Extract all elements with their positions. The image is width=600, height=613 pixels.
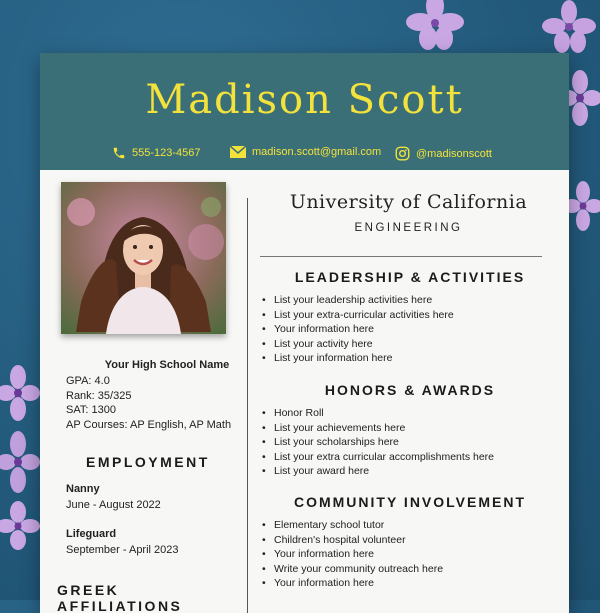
greek-heading: GREEK AFFILIATIONS xyxy=(57,582,183,613)
social-text: @madisonscott xyxy=(416,147,492,160)
sat: SAT: 1300 xyxy=(66,404,116,416)
rank: Rank: 35/325 xyxy=(66,389,132,402)
email-text: madison.scott@gmail.com xyxy=(252,146,382,158)
flower-icon xyxy=(565,180,600,235)
header-band xyxy=(40,53,569,170)
list-item: • List your activity here xyxy=(260,337,560,352)
honors-section xyxy=(260,382,560,479)
list-item: • List your extra-curricular activities here xyxy=(260,308,560,323)
flower-icon xyxy=(0,500,40,550)
list-item: • Write your community outreach here xyxy=(260,562,560,577)
list-item: • List your information here xyxy=(260,351,560,366)
instagram-icon xyxy=(395,146,410,161)
gpa: GPA: 4.0 xyxy=(66,375,110,387)
list-item: • Honor Roll xyxy=(260,406,560,421)
university-name: University of California xyxy=(289,191,528,213)
flower-icon xyxy=(0,365,40,425)
list-item: • Your information here xyxy=(260,547,560,562)
email-contact[interactable] xyxy=(230,146,381,158)
name-title: Madison Scott xyxy=(145,77,464,123)
social-contact[interactable] xyxy=(395,146,492,161)
list-item: • List your extra curricular accomplishments here xyxy=(260,450,560,465)
ap-courses: AP Courses: AP English, AP Math xyxy=(66,418,232,431)
community-section xyxy=(260,494,560,591)
phone-icon xyxy=(112,146,126,160)
list-item: • Your information here xyxy=(260,322,560,337)
flower-icon xyxy=(400,0,470,52)
left-column xyxy=(57,359,246,613)
list-item: • List your leadership activities here xyxy=(260,293,560,308)
header-rule xyxy=(260,256,542,257)
section-heading: COMMUNITY INVOLVEMENT xyxy=(293,494,527,510)
list-item: • List your award here xyxy=(260,464,560,479)
list-item: • List your achievements here xyxy=(260,421,560,436)
job-title: Nanny xyxy=(66,483,100,495)
list-item: • Elementary school tutor xyxy=(260,518,560,533)
column-divider xyxy=(247,198,248,613)
profile-photo xyxy=(61,182,226,334)
section-heading: LEADERSHIP & ACTIVITIES xyxy=(294,269,526,285)
job-title: Lifeguard xyxy=(66,527,117,540)
mail-icon xyxy=(230,146,246,158)
major: ENGINEERING xyxy=(354,222,463,234)
job-dates: June - August 2022 xyxy=(66,499,161,511)
leadership-section xyxy=(260,269,560,366)
flower-icon xyxy=(538,0,600,55)
resume-page xyxy=(40,53,569,613)
section-heading: HONORS & AWARDS xyxy=(324,382,496,398)
list-item: • Children's hospital volunteer xyxy=(260,533,560,548)
list-item: • List your scholarships here xyxy=(260,435,560,450)
employment-heading: EMPLOYMENT xyxy=(86,454,210,470)
phone-text: 555-123-4567 xyxy=(132,147,201,159)
phone-contact[interactable] xyxy=(112,146,201,160)
job-dates: September - April 2023 xyxy=(66,543,179,556)
flower-icon xyxy=(0,430,40,500)
list-item: • Your information here xyxy=(260,576,560,591)
school-name: Your High School Name xyxy=(104,359,230,371)
